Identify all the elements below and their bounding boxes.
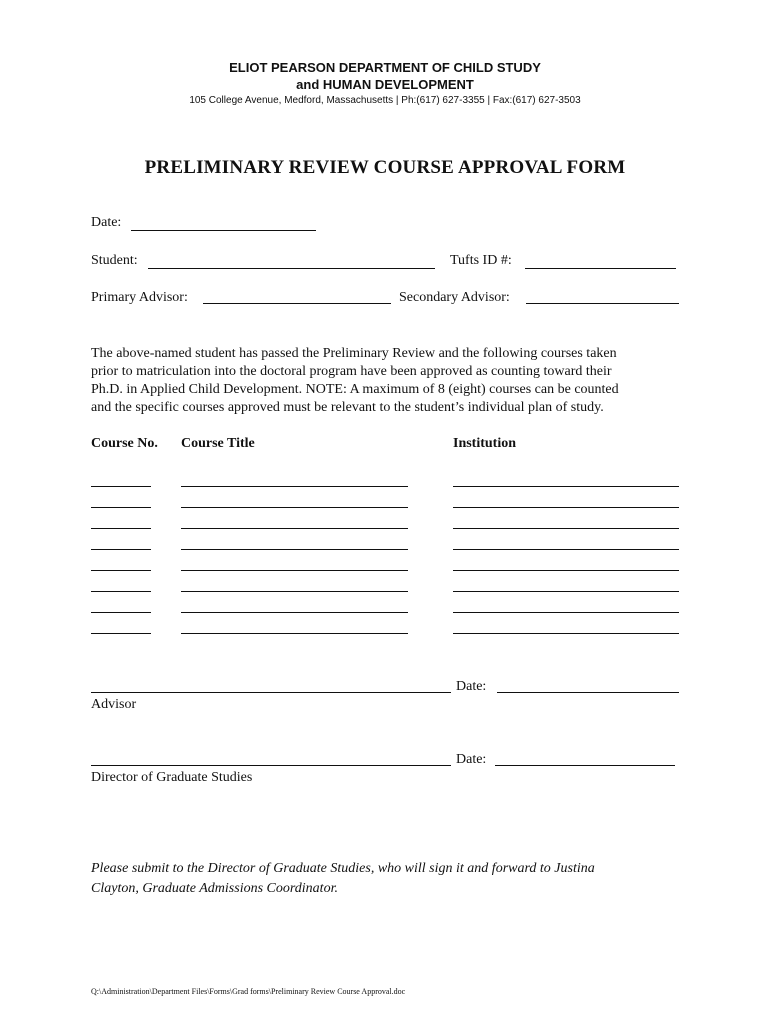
advisor-date-label: Date:: [456, 679, 487, 694]
director-date-label: Date:: [456, 752, 487, 767]
course-title-field[interactable]: [181, 612, 408, 613]
course-title-field[interactable]: [181, 633, 408, 634]
instructions-line: Clayton, Graduate Admissions Coordinator.: [91, 881, 338, 896]
col-institution: Institution: [453, 436, 517, 451]
form-title: PRELIMINARY REVIEW COURSE APPROVAL FORM: [144, 157, 626, 178]
course-no-field[interactable]: [91, 570, 151, 571]
course-no-field[interactable]: [91, 612, 151, 613]
secondary-advisor-label: Secondary Advisor:: [399, 290, 510, 305]
date-field[interactable]: [131, 230, 316, 231]
institution-field[interactable]: [453, 549, 679, 550]
director-label: Director of Graduate Studies: [91, 770, 253, 785]
submission-instructions: [91, 859, 691, 899]
paragraph-line: The above-named student has passed the Preliminary Review and the following courses taken: [91, 346, 617, 361]
instructions-line: Please submit to the Director of Graduate Studies, who will sign it and forward to Justina: [91, 861, 595, 876]
primary-advisor-field[interactable]: [203, 303, 391, 304]
advisor-date-field[interactable]: [497, 692, 679, 693]
paragraph-line: Ph.D. in Applied Child Development. NOTE: A maximum of 8 (eight) courses can be counted: [91, 382, 619, 397]
course-no-field[interactable]: [91, 507, 151, 508]
institution-field[interactable]: [453, 528, 679, 529]
student-field[interactable]: [148, 268, 435, 269]
course-title-field[interactable]: [181, 591, 408, 592]
institution-field[interactable]: [453, 633, 679, 634]
col-course-no: Course No.: [91, 436, 158, 451]
course-title-field[interactable]: [181, 570, 408, 571]
institution-field[interactable]: [453, 570, 679, 571]
director-date-field[interactable]: [495, 765, 675, 766]
institution-field[interactable]: [453, 486, 679, 487]
course-no-field[interactable]: [91, 591, 151, 592]
course-title-field[interactable]: [181, 486, 408, 487]
institution-field[interactable]: [453, 507, 679, 508]
institution-field[interactable]: [453, 591, 679, 592]
paragraph-line: prior to matriculation into the doctoral program have been approved as counting toward their: [91, 364, 612, 379]
org-name-line1: ELIOT PEARSON DEPARTMENT OF CHILD STUDY: [229, 60, 541, 75]
approval-paragraph: [91, 345, 691, 417]
course-no-field[interactable]: [91, 549, 151, 550]
institution-field[interactable]: [453, 612, 679, 613]
course-title-field[interactable]: [181, 528, 408, 529]
director-signature-field[interactable]: [91, 765, 451, 766]
org-contact: 105 College Avenue, Medford, Massachusetts | Ph:(617) 627-3355 | Fax:(617) 627-3503: [189, 95, 581, 106]
course-no-field[interactable]: [91, 528, 151, 529]
advisor-label: Advisor: [91, 697, 137, 712]
course-title-field[interactable]: [181, 549, 408, 550]
secondary-advisor-field[interactable]: [526, 303, 679, 304]
student-label: Student:: [91, 253, 138, 268]
col-course-title: Course Title: [181, 436, 255, 451]
course-no-field[interactable]: [91, 486, 151, 487]
paragraph-line: and the specific courses approved must be relevant to the student’s individual plan of study.: [91, 400, 604, 415]
org-name-line2: and HUMAN DEVELOPMENT: [296, 77, 474, 92]
primary-advisor-label: Primary Advisor:: [91, 290, 188, 305]
tufts-id-label: Tufts ID #:: [450, 253, 512, 268]
course-title-field[interactable]: [181, 507, 408, 508]
advisor-signature-field[interactable]: [91, 692, 451, 693]
footer-file-path: Q:\Administration\Department Files\Forms\Grad forms\Preliminary Review Course Approval.doc: [91, 987, 406, 996]
course-no-field[interactable]: [91, 633, 151, 634]
tufts-id-field[interactable]: [525, 268, 676, 269]
date-label: Date:: [91, 215, 122, 230]
